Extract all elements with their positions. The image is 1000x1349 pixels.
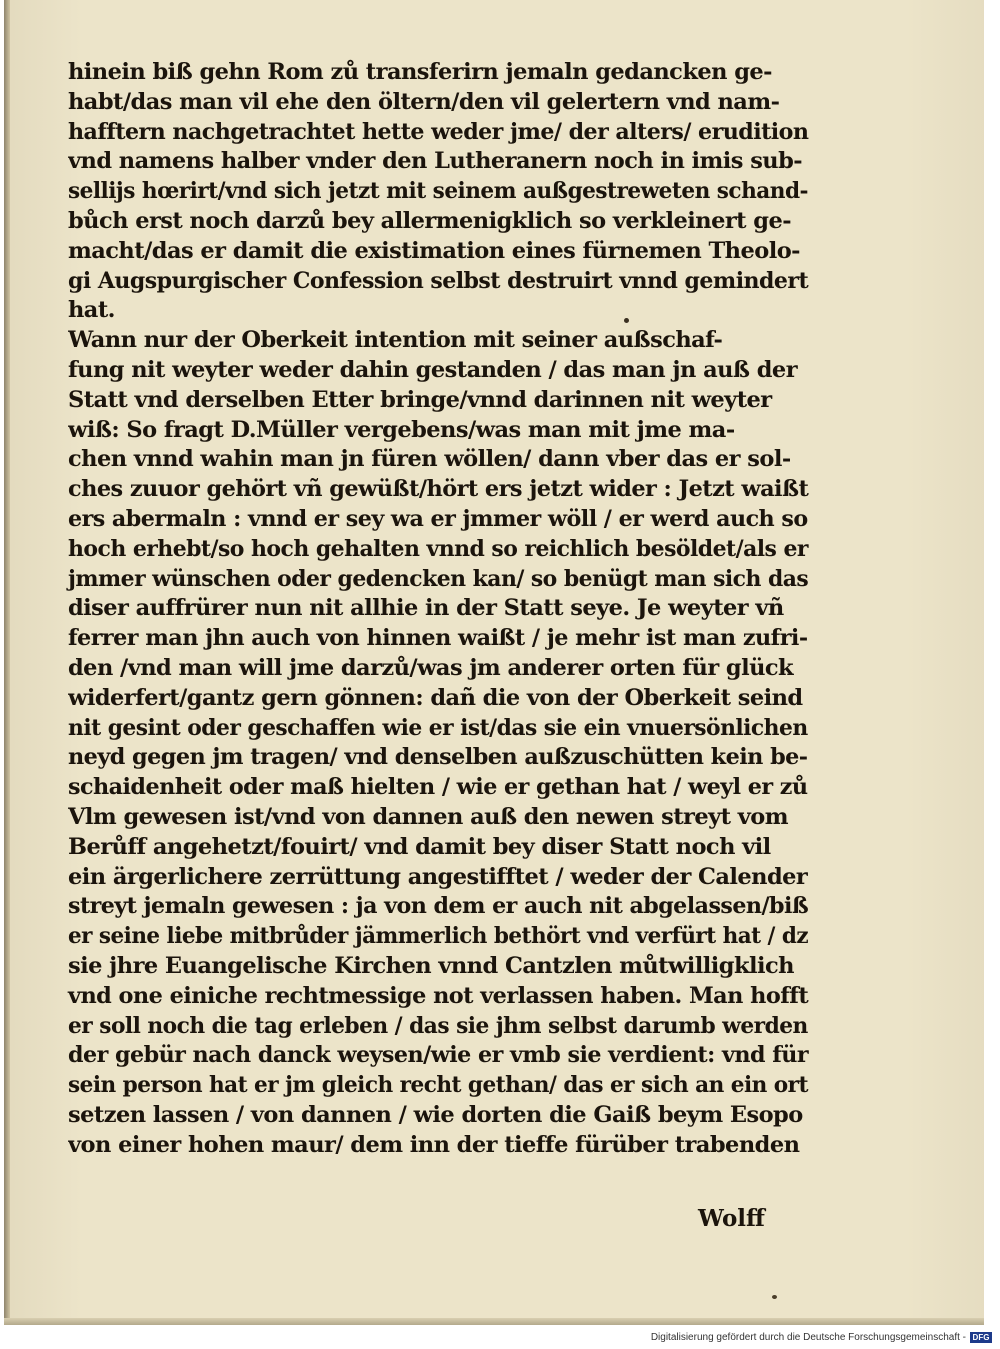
text-line: vnd namens halber vnder den Lutheranern noch in imis sub- [68, 148, 803, 175]
text-line: fung nit weyter weder dahin gestanden / das man jn auß der [68, 356, 798, 383]
text-line: den /vnd man will jme darzů/was jm anderer orten für glück [68, 654, 794, 681]
text-line: vnd one einiche rechtmessige not verlassen haben. Man hofft [68, 982, 809, 1009]
text-line: Vlm gewesen ist/vnd von dannen auß den newen streyt vom [68, 803, 789, 830]
text-line: sellijs hœrirt/vnd sich jetzt mit seinem außgestreweten schand- [68, 178, 808, 205]
text-line: nit gesint oder geschaffen wie er ist/das sie ein vnuersönlichen [68, 714, 808, 741]
digitization-credit [600, 1328, 992, 1346]
text-line: schaidenheit oder maß hielten / wie er gethan hat / weyl er zů [68, 774, 808, 801]
text-line: widerfert/gantz gern gönnen: dañ die von der Oberkeit seind [68, 684, 803, 711]
credit-text: Digitalisierung gefördert durch die Deutsche Forschungsgemeinschaft - [650, 1331, 966, 1343]
catchword: Wolff [698, 1205, 765, 1232]
text-line: ein ärgerlichere zerrüttung angestifftet / weder der Calender [68, 863, 808, 890]
text-line: setzen lassen / von dannen / wie dorten die Gaiß beym Esopo [68, 1101, 803, 1128]
text-line: er seine liebe mitbrůder jämmerlich bethört vnd verfürt hat / dz [68, 923, 809, 950]
text-line: macht/das er damit die existimation eines fürnemen Theolo- [68, 237, 800, 264]
text-line: sie jhre Euangelische Kirchen vnnd Cantzlen můtwilligklich [68, 952, 794, 979]
text-line: ches zuuor gehört vñ gewüßt/hört ers jetzt wider : Jetzt waißt [68, 476, 809, 503]
book-page [4, 0, 984, 1325]
ink-speck [624, 318, 629, 323]
page-edge [4, 0, 10, 1325]
text-line: chen vnnd wahin man jn füren wöllen/ dann vber das er sol- [68, 446, 791, 473]
ink-speck [772, 1295, 777, 1299]
text-line: Statt vnd derselben Etter bringe/vnnd darinnen nit weyter [68, 386, 772, 413]
text-line: ers abermaln : vnnd er sey wa er jmmer wöll / er werd auch so [68, 505, 808, 532]
text-line: gi Augspurgischer Confession selbst destruirt vnnd gemindert [68, 267, 809, 294]
text-line: diser auffrürer nun nit allhie in der Statt seye. Je weyter vñ [68, 595, 784, 622]
text-line: streyt jemaln gewesen : ja von dem er auch nit abgelassen/biß [68, 893, 809, 920]
text-line: habt/das man vil ehe den öltern/den vil gelertern vnd nam- [68, 88, 780, 115]
text-line: neyd gegen jm tragen/ vnd denselben außzuschütten kein be- [68, 744, 808, 771]
text-line: Berůff angehetzt/fouirt/ vnd damit bey diser Statt noch vil [68, 833, 771, 860]
text-line: hoch erhebt/so hoch gehalten vnnd so reichlich besöldet/als er [68, 535, 808, 562]
text-line: Wann nur der Oberkeit intention mit seiner außschaf- [68, 327, 723, 354]
text-line: von einer hohen maur/ dem inn der tieffe fürüber trabenden [68, 1131, 800, 1158]
text-line: der gebür nach danck weysen/wie er vmb sie verdient: vnd für [68, 1042, 808, 1069]
dfg-logo: DFG [970, 1332, 992, 1343]
text-line: wiß: So fragt D.Müller vergebens/was man mit jme ma- [68, 416, 735, 443]
text-line: ferrer man jhn auch von hinnen waißt / je mehr ist man zufri- [68, 625, 808, 652]
text-line: jmmer wünschen oder gedencken kan/ so benügt man sich das [68, 565, 809, 592]
text-line: bůch erst noch darzů bey allermenigklich so verkleinert ge- [68, 207, 792, 234]
page-bottom-edge [4, 1318, 984, 1325]
text-line: hat. [68, 297, 115, 324]
text-line: hafftern nachgetrachtet hette weder jme/ der alters/ erudition [68, 118, 809, 145]
text-line: er soll noch die tag erleben / das sie jhm selbst darumb werden [68, 1012, 808, 1039]
text-line: hinein biß gehn Rom zů transferirn jemaln gedancken ge- [68, 59, 772, 85]
text-line: sein person hat er jm gleich recht gethan/ das er sich an ein ort [68, 1072, 808, 1099]
page-text-block [68, 58, 808, 1160]
